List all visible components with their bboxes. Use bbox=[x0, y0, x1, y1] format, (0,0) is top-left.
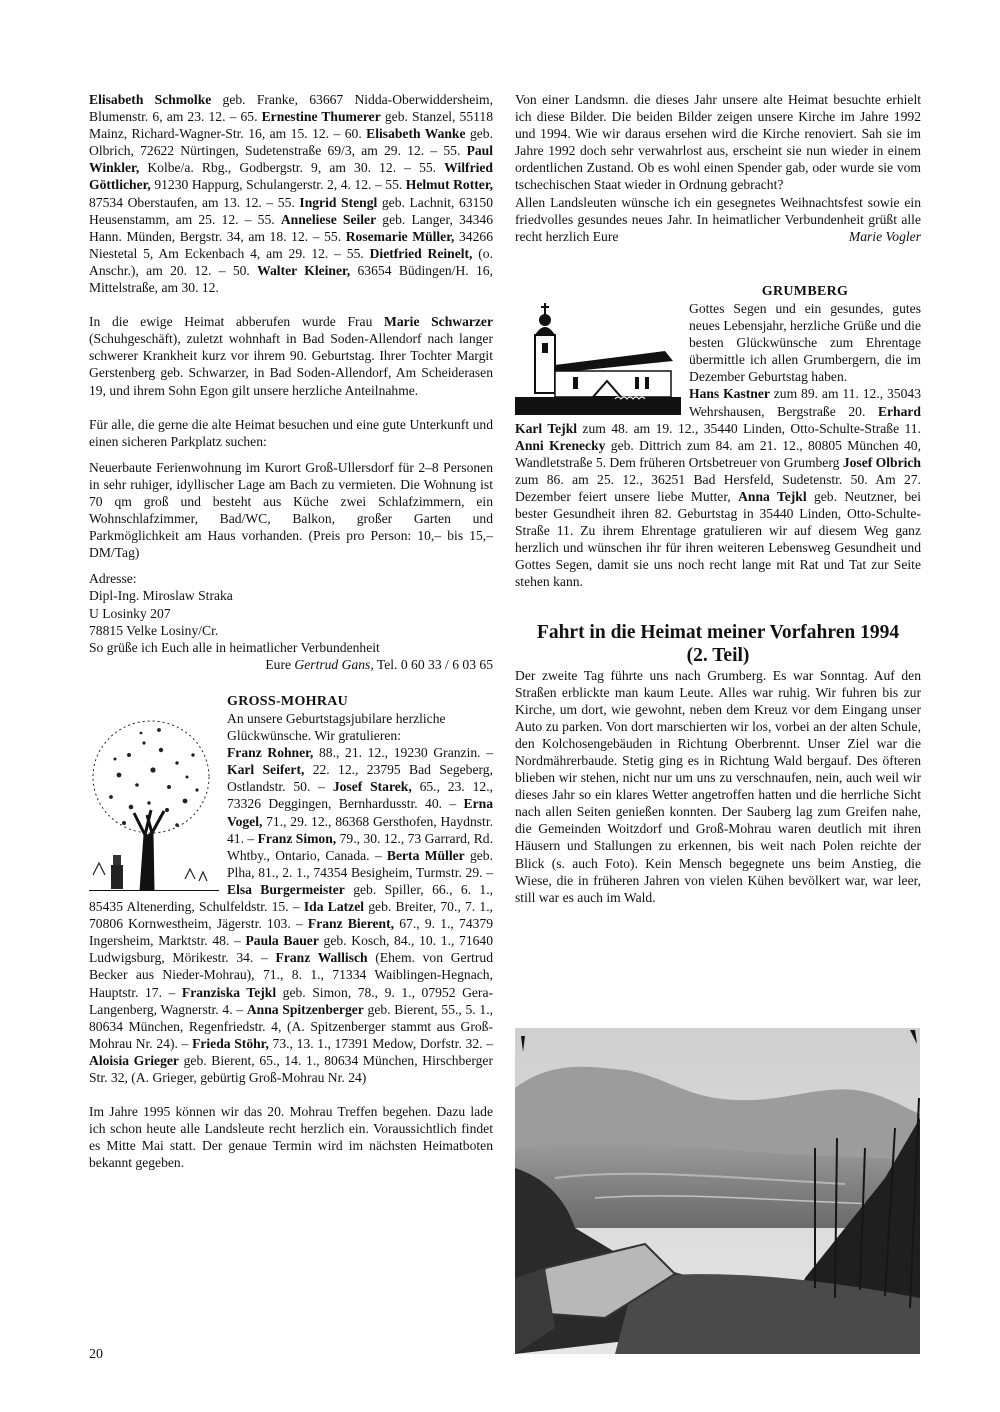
address-label: Adresse: bbox=[89, 571, 137, 587]
person-details: geb. Stanzel, 55118 Mainz, Richard-Wagner-Str. 16, am 15. 12. – 60. bbox=[89, 109, 493, 142]
person-name: Elsa Burgermeister bbox=[227, 881, 345, 897]
person-name: Hans Kastner bbox=[689, 386, 770, 402]
person-details: (Ehem. von Gertrud Becker aus Nieder-Mohrau), 71., 8. 1., 71334 Waiblingen-Hegnach, Hauptstr. 17. – bbox=[89, 950, 493, 1000]
person-details: geb. Plha, 81., 2. 1., 74354 Besigheim, Turmstr. 29. – bbox=[227, 847, 493, 880]
grumberg-intro: Gottes Segen und ein gesundes, gutes neues Lebensjahr, herzliche Grüße und die besten Glückwünsche zum Ehrentage übermittle ich allen Grumbergern, die im Dezember Geburtstag haben. bbox=[689, 300, 921, 385]
person-details: zum 89. am 11. 12., 35043 Wehrshausen, Bergstraße 20. bbox=[689, 386, 921, 419]
person-details: 22. 12., 23795 Bad Segeberg, Ostlandstr. 50. – bbox=[227, 762, 493, 795]
grumberg-section bbox=[515, 283, 921, 591]
person-name: Frieda Stöhr, bbox=[192, 1035, 269, 1051]
person-name: Helmut Rotter, bbox=[405, 177, 494, 193]
landscape-photo-image bbox=[515, 1028, 920, 1354]
greeting: So grüße ich Euch alle in heimatlicher Verbundenheit bbox=[89, 639, 380, 655]
person-details: geb. Bierent, 55., 5. 1., 80634 München, Regenfriedstr. 4, (A. Spitzenberger stammt aus Groß-Mohrau Nr. 24). – bbox=[89, 1001, 493, 1051]
person-details: geb. Dittrich zum 84. am 21. 12., 80805 München 40, Wandletstraße 5. Dem früheren Ortsbetreuer von Grumberg bbox=[515, 437, 921, 470]
person-name: Franz Rohner, bbox=[227, 745, 314, 761]
right-column bbox=[515, 91, 921, 906]
wishes-signature: Marie Vogler bbox=[848, 228, 921, 244]
person-details: geb. Franke, 63667 Nidda-Oberwiddersheim, Blumenstr. 6, am 23. 12. – 65. bbox=[89, 92, 493, 125]
person-details: geb. Breiter, 70., 7. 1., 70806 Kornwestheim, Jägerstr. 103. – bbox=[89, 899, 494, 932]
person-details: 63654 Büdingen/H. 16, Mittelstraße, am 30. 12. bbox=[89, 262, 493, 296]
person-name: Elisabeth Schmolke bbox=[89, 92, 212, 107]
person-name: Franziska Tejkl bbox=[181, 984, 277, 1000]
person-name: Josef Olbrich bbox=[842, 454, 921, 470]
person-details: geb. Lachnit, 63150 Heusenstamm, am 25. 12. – 55. bbox=[89, 194, 494, 227]
person-name: Anna Tejkl bbox=[738, 488, 807, 504]
article-body: Der zweite Tag führte uns nach Grumberg. Es war Sonntag. Auf den Straßen erblickte man kaum Leute. Alles war ruhig. Wir fuhren bis zur Kirche, um dort, wie gewohnt, neben dem Kreuz vor dem Eingang unser Auto zu parken. Von dort marschierten wir los, vorbei an der alten Schule, den Kolchosengebäuden in Richtung Oberbrennt. Unser Ziel war die Nordmährerbaude. Stetig ging es in Richtung Wald bergauf. Des öfteren blieben wir stehen, nicht nur um uns zu verschnaufen, nein, auch weil wir dieses Jahr so ein klares Wetter angetroffen hatten und die herrliche Sicht nach allen Seiten genießen konnten. Der Sauberg lag zum Greifen nahe, die Gemeinden Woitzdorf und Groß-Mohrau waren deutlich mit ihren Häusern und Stallungen zu erkennen, bis weit nach Polen reichte der Blick (s. auch Foto). Kein Mensch begegnete uns beim Anstieg, die Wiese, die in früheren Jahren von vielen Kühen bevölkert war, war leer, still war es auch im Wald. bbox=[515, 667, 921, 905]
person-details: 87534 Oberstaufen, am 13. 12. – 55. bbox=[89, 194, 300, 210]
person-name: Franz Simon, bbox=[257, 830, 337, 846]
signature: Eure Gertrud Gans, Tel. 0 60 33 / 6 03 65 bbox=[265, 656, 493, 672]
person-details: geb. Olbrich, 72622 Nürtingen, Sudetenstraße 69/3, am 29. 12. – 55. bbox=[89, 126, 493, 159]
person-name: Ida Latzel bbox=[303, 899, 365, 915]
person-details: 71., 29. 12., 86368 Gersthofen, Haydnstr. 41. – bbox=[227, 813, 493, 846]
person-details: geb. Neutzner, bei bester Gesundheit ihren 82. Geburtstag in 35440 Linden, Otto-Schulte-Straße 11. Zu ihrem Ehrentage gratulieren wir auf diesem Weg ganz herzlich und wünschen ihr für ihren weiteren Lebensweg Gesundheit und Gottes Segen, damit sie uns noch recht lange mit Rat und Tat zur Seite stehen kann. bbox=[515, 488, 921, 590]
person-name: Rosemarie Müller, bbox=[345, 228, 455, 244]
person-details: 73., 13. 1., 17391 Medow, Dorfstr. 32. – bbox=[268, 1035, 493, 1051]
person-details: 34266 Niestetal 5, Am Eckenbach 4, am 29. 12. – 55. bbox=[89, 228, 493, 261]
person-details: 65., 23. 12., 73326 Deggingen, Bernhardusstr. 40. – bbox=[227, 779, 494, 812]
person-details: zum 48. am 19. 12., 35440 Linden, Otto-Schulte-Straße 11. bbox=[577, 420, 921, 436]
person-name: Aloisia Grieger bbox=[89, 1052, 179, 1068]
person-details: Kolbe/a. Rbg., Godbergstr. 9, am 30. 12. – 55. bbox=[139, 160, 445, 176]
gross-mohrau-section bbox=[89, 693, 493, 1086]
tree-icon bbox=[89, 715, 219, 891]
person-name: Anna Spitzenberger bbox=[246, 1001, 364, 1017]
person-name: Paula Bauer bbox=[245, 933, 319, 949]
person-name: Karl Seifert, bbox=[227, 762, 305, 778]
person-name: Franz Bierent, bbox=[307, 916, 395, 932]
person-details: 67., 9. 1., 74379 Ingersheim, Marktstr. 48. – bbox=[89, 916, 494, 949]
ad-intro: Für alle, die gerne die alte Heimat besuchen und eine gute Unterkunft und einen sicheren Parkplatz suchen: bbox=[89, 416, 493, 449]
person-name: Elisabeth Wanke bbox=[366, 126, 466, 142]
person-name: Walter Kleiner, bbox=[257, 262, 351, 278]
obituary-name: Marie Schwarzer bbox=[384, 314, 493, 330]
person-name: Josef Starek, bbox=[332, 779, 412, 795]
person-details: geb. Simon, 78., 9. 1., 07952 Gera-Langenberg, Wagnerstr. 4. – bbox=[89, 984, 494, 1017]
address-line: 78815 Velke Losiny/Cr. bbox=[89, 622, 219, 638]
section-heading-grumberg: GRUMBERG bbox=[761, 283, 849, 299]
birthday-list-paragraph bbox=[89, 91, 493, 296]
person-details: (o. Anschr.), am 20. 12. – 50. bbox=[89, 245, 493, 278]
person-name: Wilfried Göttlicher, bbox=[89, 160, 493, 193]
church-paragraph: Von einer Landsmn. die dieses Jahr unsere alte Heimat besuchte erhielt ich diese Bilder. Die beiden Bilder zeigen unsere Kirche im Jahre 1992 und 1994. Wie wir daraus ersehen wird die Kirche renoviert. Sah sie im Jahre 1992 doch sehr verwahrlost aus, erscheint sie nun wieder in einem ordentlichen Zustand. Ob es wohl einen Spender gab, oder wurde sie vom tschechischen Staat wieder in Ordnung gebracht? bbox=[515, 92, 921, 193]
person-name: Paul Winkler, bbox=[89, 143, 493, 176]
address-line: U Losinky 207 bbox=[89, 605, 171, 621]
person-name: Anni Krenecky bbox=[515, 437, 606, 453]
church-icon bbox=[515, 301, 681, 415]
person-details: geb. Langer, 34346 Hann. Münden, Bergstr. 34, am 18. 12. – 55. bbox=[89, 211, 494, 244]
grumberg-birthday-list bbox=[515, 385, 921, 590]
church-illustration bbox=[515, 301, 681, 415]
article-title: Fahrt in die Heimat meiner Vorfahren 1994 bbox=[536, 621, 900, 643]
person-name: Anneliese Seiler bbox=[280, 211, 377, 227]
address-block bbox=[89, 570, 493, 673]
person-name: Ingrid Stengl bbox=[299, 194, 378, 210]
landscape-photo bbox=[515, 1028, 920, 1354]
signature-name: Gertrud Gans, bbox=[294, 656, 374, 672]
person-details: 79., 30. 12., 73 Garrard, Rd. Whtby., Ontario, Canada. – bbox=[227, 830, 493, 863]
address-line: Dipl-Ing. Miroslaw Straka bbox=[89, 588, 233, 604]
person-details: zum 86. am 25. 12., 36251 Bad Hersfeld, Sudetenstr. 50. Am 27. Dezember feiert unsere liebe Mutter, bbox=[515, 471, 921, 504]
person-details: 88., 21. 12., 19230 Granzin. – bbox=[313, 745, 493, 761]
person-name: Erhard Karl Tejkl bbox=[515, 403, 921, 436]
gross-mohrau-intro: An unsere Geburtstagsjubilare herzliche Glückwünsche. Wir gratulieren: bbox=[227, 711, 446, 744]
left-column bbox=[89, 91, 493, 1171]
person-name: Dietfried Reinelt, bbox=[369, 245, 473, 261]
person-details: geb. Bierent, 65., 14. 1., 80634 München, Hirschberger Str. 32, (A. Grieger, gebürtig Groß-Mohrau Nr. 24) bbox=[89, 1052, 493, 1085]
meeting-announcement: Im Jahre 1995 können wir das 20. Mohrau Treffen begehen. Dazu lade ich schon heute alle Landsleute recht herzlich ein. Voraussichtlich findet es Mitte Mai statt. Der genaue Termin wird im nächsten Heimatboten bekannt gegeben. bbox=[89, 1104, 493, 1171]
page-number: 20 bbox=[89, 1347, 103, 1362]
person-details: geb. Kosch, 84., 10. 1., 71640 Ludwigsburg, Mörikestr. 34. – bbox=[89, 933, 494, 966]
wishes-paragraph: Allen Landsleuten wünsche ich ein gesegnetes Weihnachtsfest sowie ein friedvolles gesundes neues Jahr. In heimatlicher Verbundenheit grüßt alle recht herzlich Eure Marie Vogler bbox=[515, 194, 921, 244]
person-details: 91230 Happurg, Schulangerstr. 2, 4. 12. – 55. bbox=[150, 177, 406, 193]
section-heading-gross-mohrau: GROSS-MOHRAU bbox=[227, 693, 349, 709]
person-name: Ernestine Thumerer bbox=[261, 109, 381, 125]
person-name: Berta Müller bbox=[386, 847, 465, 863]
person-name: Erna Vogel, bbox=[227, 796, 493, 829]
person-details: geb. Spiller, 66., 6. 1., 85435 Altenerding, Schulfeldstr. 15. – bbox=[89, 881, 493, 915]
article-subtitle: (2. Teil) bbox=[686, 644, 750, 666]
obituary-paragraph: In die ewige Heimat abberufen wurde Frau Marie Schwarzer (Schuhgeschäft), zuletzt wohnhaft in Bad Soden-Allendorf nach langer schwerer Krankheit kurz vor ihrem 90. Geburtstag. Ihrer Tochter Margit Gerstenberg geb. Schwarzer, in Bad Soden-Allendorf, Am Scheiderasen 19, und ihrem Sohn Egon gilt unsere herzliche Anteilnahme. bbox=[89, 314, 493, 398]
tree-illustration bbox=[89, 715, 219, 891]
person-name: Franz Wallisch bbox=[275, 950, 368, 966]
ad-body: Neuerbaute Ferienwohnung im Kurort Groß-Ullersdorf für 2–8 Personen in sehr ruhiger, idyllischer Lage am Bach zu vermieten. Die Wohnung ist 70 qm groß und besteht aus Küche zwei Schlafzimmern, ein Wohnschlafzimmer, Bad/WC, Balkon, großer Garten und Parkmöglichkeit am Haus vorhanden. (Preis pro Person: 10,– bis 15,– DM/Tag) bbox=[89, 459, 493, 561]
